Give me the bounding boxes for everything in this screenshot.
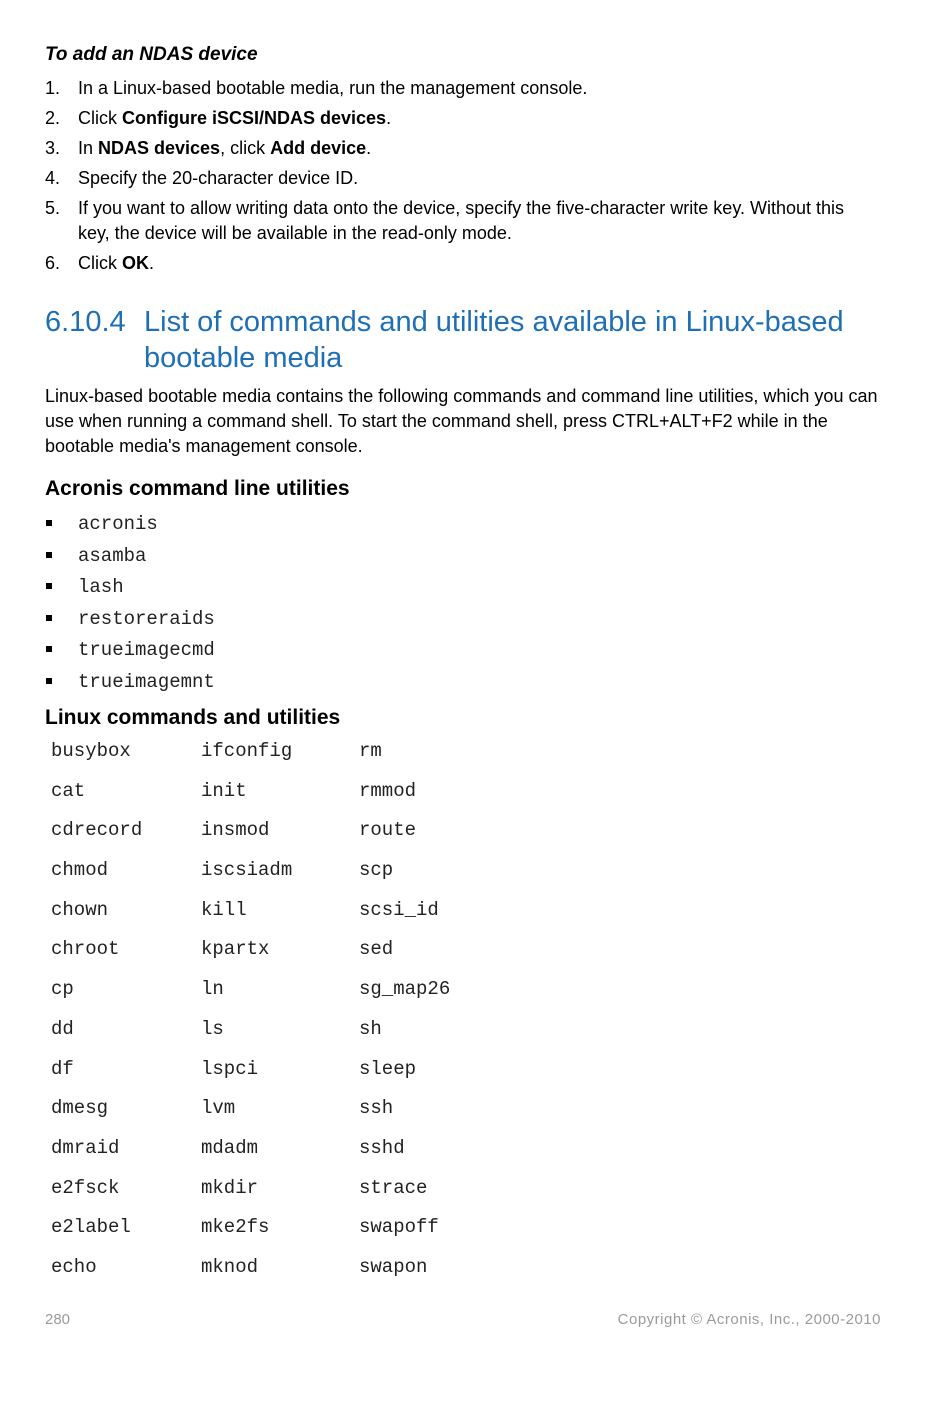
command-cell: mke2fs xyxy=(201,1216,270,1239)
step-text: . xyxy=(386,108,392,128)
step-ui-term: Add device xyxy=(270,138,367,158)
command-cell: ls xyxy=(201,1017,224,1040)
command-cell: sg_map26 xyxy=(359,978,451,1001)
square-bullet-icon xyxy=(46,583,52,589)
table-row xyxy=(45,857,509,897)
step-number: 4. xyxy=(45,168,61,188)
command-cell: scsi_id xyxy=(359,898,439,921)
command-cell: dmraid xyxy=(51,1136,120,1159)
procedure-step xyxy=(45,166,880,191)
command-cell: df xyxy=(51,1057,74,1080)
command-cell: swapon xyxy=(359,1255,428,1278)
table-row xyxy=(45,1016,509,1056)
command-cell: sleep xyxy=(359,1057,417,1080)
acronis-utilities-heading: Acronis command line utilities xyxy=(45,477,350,500)
section-number: 6.10.4 xyxy=(45,306,126,338)
step-number: 5. xyxy=(45,198,61,218)
step-number: 6. xyxy=(45,253,61,273)
table-row xyxy=(45,1056,509,1096)
table-row xyxy=(45,778,509,818)
acronis-utilities-list xyxy=(45,511,215,701)
utility-name: lash xyxy=(78,576,124,599)
square-bullet-icon xyxy=(46,520,52,526)
procedure-step xyxy=(45,76,880,101)
command-cell: swapoff xyxy=(359,1216,439,1239)
utility-name: acronis xyxy=(78,513,158,535)
step-number: 1. xyxy=(45,78,61,98)
command-cell: dd xyxy=(51,1017,74,1040)
utility-item xyxy=(45,606,215,638)
command-cell: kpartx xyxy=(201,938,270,961)
linux-commands-table xyxy=(45,738,509,1294)
command-cell: insmod xyxy=(201,819,270,842)
command-cell: lspci xyxy=(201,1057,259,1080)
procedure-step xyxy=(45,106,880,131)
command-cell: cp xyxy=(51,978,74,1001)
square-bullet-icon xyxy=(46,678,52,684)
utility-name: asamba xyxy=(78,544,147,567)
square-bullet-icon xyxy=(46,646,52,652)
procedure-step xyxy=(45,251,880,276)
command-cell: chroot xyxy=(51,938,120,961)
procedure-step xyxy=(45,136,880,161)
table-row xyxy=(45,1095,509,1135)
table-row xyxy=(45,1254,509,1294)
command-cell: route xyxy=(359,819,417,842)
command-cell: sh xyxy=(359,1017,382,1040)
table-row xyxy=(45,936,509,976)
copyright-notice: Copyright © Acronis, Inc., 2000-2010 xyxy=(617,1311,881,1328)
command-cell: mdadm xyxy=(201,1136,259,1159)
command-cell: dmesg xyxy=(51,1097,109,1120)
command-cell: busybox xyxy=(51,740,131,762)
command-cell: cdrecord xyxy=(51,819,143,842)
command-cell: ssh xyxy=(359,1097,394,1120)
command-cell: mknod xyxy=(201,1255,259,1278)
utility-item xyxy=(45,574,215,606)
square-bullet-icon xyxy=(46,615,52,621)
section-title: List of commands and utilities available in Linux-based bootable media xyxy=(144,306,844,374)
command-cell: rmmod xyxy=(359,779,417,802)
table-row xyxy=(45,976,509,1016)
step-text: Specify the 20-character device ID. xyxy=(78,168,359,188)
utility-item xyxy=(45,511,215,543)
command-cell: kill xyxy=(201,898,247,921)
command-cell: scp xyxy=(359,859,394,882)
step-text: In a Linux-based bootable media, run the management console. xyxy=(78,78,588,98)
page-number: 280 xyxy=(45,1311,71,1328)
command-cell: iscsiadm xyxy=(201,859,293,882)
table-row xyxy=(45,738,509,778)
utility-item xyxy=(45,669,215,701)
table-row xyxy=(45,1214,509,1254)
step-number: 2. xyxy=(45,108,61,128)
procedure-steps xyxy=(45,76,880,281)
command-cell: ifconfig xyxy=(201,740,293,762)
section-intro: Linux-based bootable media contains the following commands and command line utilities, which you can use when running a command shell. To start the command shell, press CTRL+ALT+F2 while in the bootable media's management console. xyxy=(45,386,878,456)
step-text: . xyxy=(149,253,155,273)
step-ui-term: OK xyxy=(122,253,149,273)
command-cell: strace xyxy=(359,1176,428,1199)
utility-name: trueimagecmd xyxy=(78,639,215,662)
procedure-title: To add an NDAS device xyxy=(45,44,258,65)
procedure-step xyxy=(45,196,880,246)
step-ui-term: Configure iSCSI/NDAS devices xyxy=(122,108,387,128)
command-cell: e2label xyxy=(51,1216,131,1239)
square-bullet-icon xyxy=(46,552,52,558)
section-heading xyxy=(45,304,865,376)
utility-item xyxy=(45,543,215,575)
command-cell: chown xyxy=(51,898,109,921)
step-text: Click xyxy=(78,108,122,128)
command-cell: mkdir xyxy=(201,1176,259,1199)
utility-name: restoreraids xyxy=(78,607,215,630)
command-cell: sed xyxy=(359,938,394,961)
table-row xyxy=(45,1135,509,1175)
command-cell: lvm xyxy=(201,1097,236,1120)
step-text: . xyxy=(366,138,372,158)
utility-name: trueimagemnt xyxy=(78,670,215,693)
step-number: 3. xyxy=(45,138,61,158)
command-cell: init xyxy=(201,779,247,802)
command-cell: e2fsck xyxy=(51,1176,120,1199)
linux-commands-heading: Linux commands and utilities xyxy=(45,706,341,729)
table-row xyxy=(45,897,509,937)
step-text: In xyxy=(78,138,99,158)
command-cell: echo xyxy=(51,1255,97,1278)
table-row xyxy=(45,1175,509,1215)
command-cell: ln xyxy=(201,978,224,1001)
command-cell: rm xyxy=(359,740,382,762)
step-text: , click xyxy=(220,138,271,158)
command-cell: chmod xyxy=(51,859,109,882)
table-row xyxy=(45,817,509,857)
step-text: Click xyxy=(78,253,122,273)
command-cell: cat xyxy=(51,779,86,802)
utility-item xyxy=(45,637,215,669)
command-cell: sshd xyxy=(359,1136,405,1159)
step-text: If you want to allow writing data onto the device, specify the five-character write key. Without this key, the device will be available in the read-only mode. xyxy=(78,198,845,243)
step-ui-term: NDAS devices xyxy=(98,138,221,158)
